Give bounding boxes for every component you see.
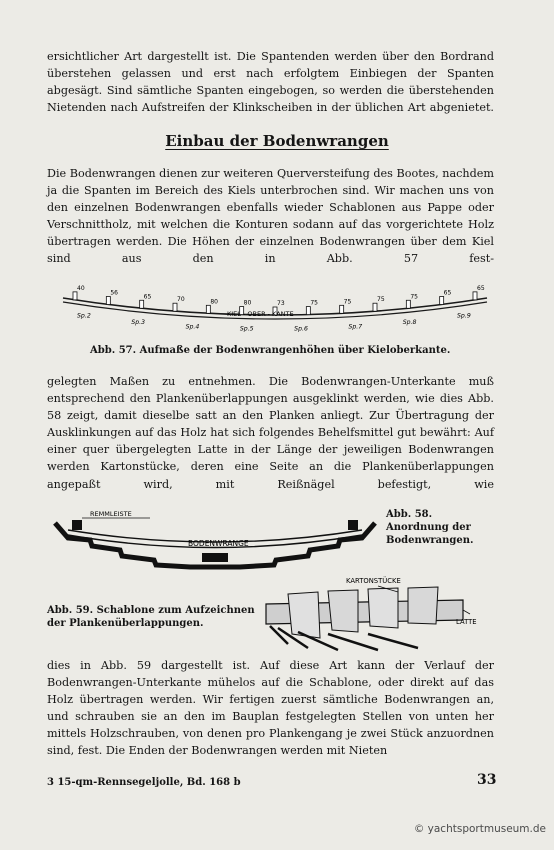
carton-label: KARTONSTÜCKE <box>346 577 401 585</box>
frame-post <box>140 300 144 308</box>
watermark: © yachtsportmuseum.de <box>413 823 546 835</box>
frame-label: Sp.6 <box>294 325 308 333</box>
frame-label: Sp.7 <box>348 323 363 331</box>
height-label: 65 <box>143 293 152 301</box>
frame-label: Sp.3 <box>131 319 146 327</box>
height-label: 70 <box>177 296 185 304</box>
height-label: 73 <box>277 300 285 307</box>
height-label: 40 <box>77 284 85 292</box>
keel-label: KIEL - OBER - KANTE <box>227 310 294 318</box>
floor-label: BODENWRANGE <box>188 539 249 548</box>
paragraph-schablone: dies in Abb. 59 dargestellt ist. Auf diese Art kann der Verlauf der Bodenwrangen-Unterkante mühelos auf die Schablone, oder direkt auf das Holz übertragen werden. Wir fertigen zuerst sämtliche Bodenwrangen an, und schrauben sie an den im Bauplan festgelegten Stellen von unten her mittels Holzschrauben, von denen pro Plankengang je zwei Stück anzuordnen sind, fest. Die Enden der Bodenwrangen werden mit Nieten <box>47 659 494 758</box>
frame-post <box>440 296 444 304</box>
frame-post <box>473 292 477 300</box>
batten-label: LATTE <box>456 618 477 626</box>
section-heading: Einbau der Bodenwrangen <box>165 132 389 150</box>
stringer-label: REMMLEISTE <box>90 510 132 518</box>
height-label: 80 <box>210 298 218 306</box>
frame-label: Sp.9 <box>457 312 471 320</box>
footer-series: 3 15-qm-Rennsegeljolle, Bd. 168 b <box>47 777 241 788</box>
figure-57-diagram <box>55 280 495 340</box>
frame-label: Sp.8 <box>402 319 417 327</box>
figure-58-diagram <box>50 508 380 580</box>
height-label: 75 <box>343 298 352 306</box>
frame-post <box>373 303 377 311</box>
frame-post <box>73 292 77 300</box>
height-label: 75 <box>310 299 318 307</box>
frame-post <box>106 296 110 304</box>
frame-post <box>306 307 310 315</box>
paragraph-intro: ersichtlicher Art dargestellt ist. Die Spantenden werden über den Bordrand überstehen gelassen und erst nach erfolgtem Einbiegen der Spanten abgesägt. Sind sämtliche Spanten eingebogen, so werden die überstehenden Nietenden nach Aufstreifen der Klinkscheiben in der üblichen Art abgenietet. <box>47 50 494 115</box>
height-label: 65 <box>443 289 452 297</box>
frame-label: Sp.2 <box>77 312 91 320</box>
paragraph-bodenwrangen: Die Bodenwrangen dienen zur weiteren Querversteifung des Bootes, nachdem ja die Spanten im Bereich des Kiels unterbrochen sind. Wir machen uns von den einzelnen Bodenwrangen ebenfalls wieder Schablonen aus Pappe oder Verschnittholz, mit welchen die Konturen sodann auf das vorgerichtete Holz übertragen werden. Die Höhen der einzelnen Bodenwrangen über dem Kiel sind aus den in Abb. 57 fest- <box>47 167 494 266</box>
figure-59-diagram <box>258 574 498 654</box>
height-label: 75 <box>377 296 385 304</box>
figure-58-caption: Abb. 58. Anordnung der Bodenwrangen. <box>386 509 474 546</box>
paragraph-unterkante: gelegten Maßen zu entnehmen. Die Bodenwrangen-Unterkante muß entsprechend den Plankenüberlappungen ausgeklinkt werden, wie dies Abb. 58 zeigt, damit dieselbe satt an den Planken anliegt. Zur Übertragung der Ausklinkungen auf das Holz hat sich folgendes Behelfsmittel gut bewährt: Auf einer quer übergelegten Latte in der Länge der jeweiligen Bodenwrangen werden Kartonstücke, deren eine Seite an die Plankenüberlappungen angepaßt wird, mit Reißnägel befestigt, wie <box>47 375 494 491</box>
height-label: 65 <box>477 284 485 292</box>
height-label: 56 <box>110 289 118 297</box>
figure-59-caption: Abb. 59. Schablone zum Aufzeichnen der Plankenüberlappungen. <box>47 605 255 629</box>
height-label: 80 <box>243 299 252 307</box>
frame-height-marks <box>73 285 485 333</box>
frame-post <box>173 303 177 311</box>
figure-57-caption: Abb. 57. Aufmaße der Bodenwrangenhöhen über Kieloberkante. <box>90 345 451 356</box>
frame-post <box>406 300 410 308</box>
frame-post <box>340 305 344 313</box>
frame-label: Sp.5 <box>239 325 254 333</box>
page-number: 33 <box>477 772 497 788</box>
frame-label: Sp.4 <box>185 323 200 331</box>
height-label: 75 <box>410 293 418 301</box>
frame-post <box>206 305 210 313</box>
